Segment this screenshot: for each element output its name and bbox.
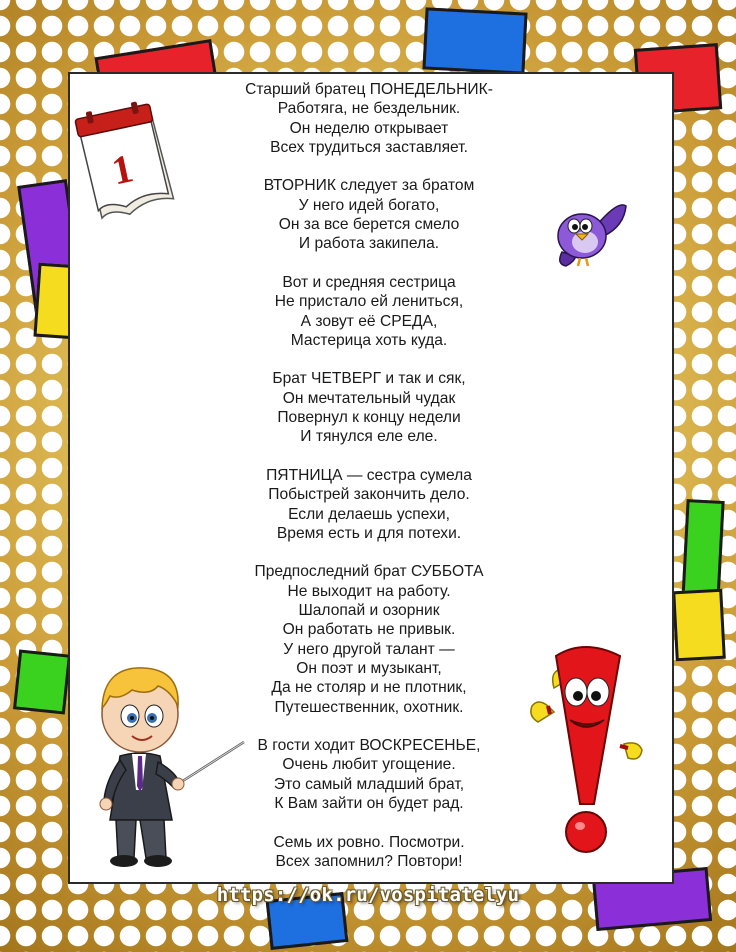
poem-line: ПЯТНИЦА — сестра сумела bbox=[266, 466, 472, 484]
poem-line: Всех трудиться заставляет. bbox=[270, 138, 468, 156]
poem-line: Путешественник, охотник. bbox=[274, 698, 464, 716]
poem-line: Повернул к концу недели bbox=[277, 409, 461, 427]
poem-line: ВТОРНИК следует за братом bbox=[263, 177, 475, 195]
patch-yellow-right bbox=[672, 589, 726, 662]
poem-line: А зовут её СРЕДА, bbox=[300, 312, 438, 330]
poem-line: Он работать не привык. bbox=[282, 621, 456, 639]
patch-blue-top bbox=[422, 7, 527, 74]
poem-line: Да не столяр и не плотник, bbox=[271, 679, 467, 697]
poem-line: Не пристало ей лениться, bbox=[274, 293, 464, 311]
poem-line: Он мечтательный чудак bbox=[282, 389, 456, 407]
poem-line: Он поэт и музыкант, bbox=[296, 659, 442, 677]
poem-line: К Вам зайти он будет рад. bbox=[274, 794, 464, 812]
poem-line: Брат ЧЕТВЕРГ и так и сяк, bbox=[272, 370, 466, 388]
calendar-day-number: 1 bbox=[107, 145, 137, 194]
poem-line: Старший братец ПОНЕДЕЛЬНИК- bbox=[245, 81, 493, 98]
poem-line: Мастерица хоть куда. bbox=[290, 331, 448, 349]
poem-line: Предпоследний брат СУББОТА bbox=[254, 563, 484, 581]
poem-line: Семь их ровно. Посмотри. bbox=[273, 833, 465, 851]
poem-line: Время есть и для потехи. bbox=[276, 524, 462, 542]
purple-bird-icon bbox=[552, 196, 632, 270]
poem-line: В гости ходит ВОСКРЕСЕНЬЕ, bbox=[257, 737, 481, 755]
poem-line: Вот и средняя сестрица bbox=[282, 273, 456, 291]
poem-line: У него идей богато, bbox=[298, 196, 440, 214]
poem-line: Он за все берется смело bbox=[278, 216, 460, 234]
exclamation-mark-character-icon bbox=[524, 636, 654, 862]
poem-line: Это самый младший брат, bbox=[273, 775, 465, 793]
patch-green-left bbox=[13, 649, 71, 714]
tear-off-calendar-icon bbox=[70, 96, 180, 221]
poem-stanza bbox=[68, 369, 670, 446]
poem-stanza bbox=[68, 273, 670, 350]
boy-with-pointer-icon bbox=[80, 650, 250, 870]
source-url[interactable]: https://ok.ru/vospitatelyu bbox=[216, 884, 520, 906]
poem-line: Очень любит угощение. bbox=[282, 756, 456, 774]
poem-line: Побыстрей закончить дело. bbox=[268, 486, 470, 504]
poem-line: У него другой талант — bbox=[283, 640, 455, 658]
patch-green-right bbox=[681, 499, 724, 603]
poem-line: Он неделю открывает bbox=[289, 119, 449, 137]
poem-line: И работа закипела. bbox=[298, 235, 440, 253]
poem-line: Не выходит на работу. bbox=[287, 582, 451, 600]
poem-stanza bbox=[68, 466, 670, 543]
poem-line: Всех запомнил? Повтори! bbox=[275, 852, 463, 870]
poem-line: Работяга, не бездельник. bbox=[277, 100, 461, 118]
poem-line: Шалопай и озорник bbox=[298, 602, 440, 620]
poem-line: И тянулся еле еле. bbox=[300, 428, 438, 446]
poem-line: Если делаешь успехи, bbox=[288, 505, 450, 523]
